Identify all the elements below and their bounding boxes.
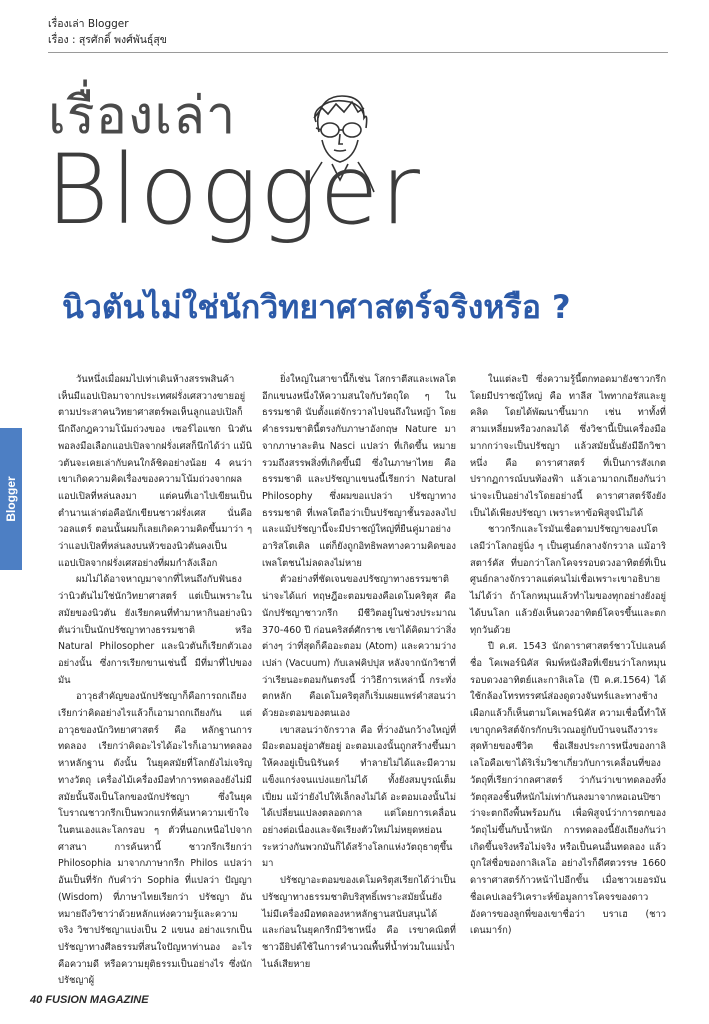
page-header: [48, 16, 668, 48]
paragraph: ในแต่ละปี ซึ่งความรู้นี้ตกทอดมายังชาวกรีก โดยมีปราชญ์ใหญ่ คือ ทาลีส ไพทากอรัสและยูคลิด โดยได้พัฒนาขึ้นมาก เช่น ทาทั้งที่สามเหลี่ยมหรือวงกลมได้ ซึ่งวิชานี้เป็นเครื่องมือมากกว่าจะเป็นปรัชญา แล้วสมัยนั้นยังมีอีกวิชาหนึ่ง คือ ดาราศาสตร์ ที่เป็นการสังเกตปรากฏการณ์บนท้องฟ้า แล้วเอามาถกเถียงกันว่าน่าจะเป็นอย่างไรโดยอย่างนี้ ดาราศาสตร์จึงยังเป็นได้เพียงปรัชญา เพราะหาข้อพิสูจน์ไม่ได้: [470, 374, 666, 519]
article-title-blogger: Blogger: [46, 134, 423, 246]
paragraph: ยิ่งใหญ่ในสาขานี้ก็เช่น โสกราตีสและเพลโต อีกแขนงหนึ่งให้ความสนใจกับวัตถุใด ๆ ในธรรมชาติ นับตั้งแต่จักรวาลไปจนถึงในหญ้า โดยคำธรรมชาตินี้ตรงกับภาษาอังกฤษ Nature มาจากภาษาละติน Nasci แปลว่า ที่เกิดขึ้น หมายรวมถึงสรรพสิ่งที่เกิดขึ้นมี ซึ่งในภาษาไทย คือ ธรรมชาติ และปรัชญาแขนงนี้เรียกว่า Natural Philosophy ซึ่งผมขอแปลว่า ปรัชญาทางธรรมชาติ ที่เพลโตถือว่าเป็นปรัชญาชั้นรองลงไป และแม้ปรัชญานี้จะมีปราชญ์ใหญ่ที่ยืนคู่มาอย่าง อาริสโตเติล แต่ก็ยังถูกอิทธิพลทางความคิดของเพลโตชนไม่ลดลงไม่หาย: [262, 374, 456, 569]
section-side-tab: [0, 428, 22, 570]
paragraph: เขาสอนว่าจักรวาล คือ ที่ว่างอันกว้างใหญ่ที่มีอะตอมอยู่อาศัยอยู่ อะตอมเองนั้นถูกสร้างขึ้นมาให้คงอยู่เป็นนิรันดร์ ทำลายไม่ได้และมีความแข็งแกร่งจนแบ่งแยกไม่ได้ ทั้งยังสมบูรณ์เต็มเปี่ยม แม้ว่ายังไปให้เล็กลงไม่ได้ อะตอมเองนั้นไม่ได้เปลี่ยนแปลงตลอดกาล แต่โดยการเคลื่อนอย่างต่อเนื่องและจัดเรียงตัวใหม่ไม่หยุดหย่อนระหว่างกันพวกมันก็ได้สร้างโลกแห่งวัตถุธาตุขึ้นมา: [262, 724, 456, 870]
paragraph: ชาวกรีกและโรมันเชื่อตามปรัชญาของปโตเลมีว่าโลกอยู่นิ่ง ๆ เป็นศูนย์กลางจักรวาล แม้อาริสตาร์คัส ที่บอกว่าโลกโคจรรอบดวงอาทิตย์ที่เป็นศูนย์กลางจักรวาลแต่คนไม่เชื่อเพราะเขาอธิบายไม่ได้ว่า ถ้าโลกหมุนแล้วทำไมของทุกอย่างยังอยู่ได้บนโลก แล้วยังเห็นดวงอาทิตย์โคจรขึ้นและตกทุกวันด้วย: [470, 524, 666, 636]
side-tab-label: Blogger: [4, 476, 18, 522]
paragraph: ปรัชญาอะตอมของเดโมคริตุสเรียกได้ว่าเป็นปรัชญาทางธรรมชาติบริสุทธิ์เพราะสมัยนั้นยังไม่มีเครื่องมือทดลองหาหลักฐานสนับสนุนได้ และก่อนในยุคกรีกมีวิชาหนึ่ง คือ เรขาคณิตที่ชาวอียิปต์ใช้ในการคำนวณพื้นที่น้ำท่วมในแม่น้ำไนล์เสียหาย: [262, 875, 456, 970]
paragraph: อาวุธสำคัญของนักปรัชญาก็คือการถกเถียง เรียกว่าคิดอย่างไรแล้วก็เอามาถกเถียงกัน แต่อาวุธของนักวิทยาศาสตร์ คือ หลักฐานการทดลอง เรียกว่าคิดอะไรได้อะไรก็เอามาทดลองหาหลักฐาน ดังนั้น ในยุคสมัยที่โลกยังไม่เจริญทางวัตถุ เครื่องไม้เครื่องมือทำการทดลองยังไม่มี สมัยนั้นจึงเป็นโลกของนักปรัชญา ซึ่งในยุคโบราณชาวกรีกเป็นพวกแรกที่ค้นหาความเข้าใจในตนเองและโลกรอบ ๆ ตัวที่นอกเหนือไปจากศาสนา การค้นหานี้ ชาวกรีกเรียกว่า Philosophia มาจากภาษากรีก Philos แปลว่า อันเป็นที่รัก กับคำว่า Sophia ที่แปลว่า ปัญญา (Wisdom) ที่ภาษาไทยเรียกว่า ปรัชญา อันหมายถึงวิชาว่าด้วยหลักแห่งความรู้และความจริง วิชาปรัชญาแบ่งเป็น 2 แขนง อย่างแรกเป็นปรัชญาทางศีลธรรมที่สนใจปัญหาท่านอง อะไรคือความดี หรือความยุติธรรมเป็นอย่างไร ซึ่งนักปรัชญาผู้: [58, 691, 252, 987]
paragraph: วันหนึ่งเมื่อผมไปเท่าเดินห้างสรรพสินค้า เห็นมีแอปเปิลมาจากประเทศฝรั่งเศสวางขายอยู่ ตามประสาคนวิทยาศาสตร์พอเห็นลูกแอปเปิลก็นึกถึงกฎความโน้มถ่วงของ เซอร์ไอแซก นิวตัน พอลงมือเลือกแอปเปิลจากฝรั่งเศสก็นึกได้ว่า แม้นิวตันจะเคยเล่ากับคนใกล้ชิดอย่างน้อย 4 คนว่า เขาเกิดความคิดเรื่องของความโน้มถ่วงจากผลแอปเปิลที่หล่นลงมา แต่คนที่เอาไปเขียนเป็นตำนานเล่าต่อคือนักเขียนชาวฝรั่งเศส นั่นคือ วอลแตร์ ตอนนั้นผมก็เลยเกิดความคิดขึ้นมาว่า ๆ ว่าแอปเปิลที่หล่นลงบนหัวของนิวตันคงเป็นแอปเปิลจากฝรั่งเศสอย่างที่ผมกำลังเลือก: [58, 374, 252, 569]
page-number: 40: [30, 994, 43, 1006]
page-footer: [30, 994, 149, 1006]
article-subtitle: นิวตันไม่ใช่นักวิทยาศาสตร์จริงหรือ ?: [62, 288, 571, 326]
magazine-name: FUSION MAGAZINE: [45, 994, 149, 1006]
paragraph: ผมไม่ได้อาจหาญมาจากที่ไหนถึงกับฟันธงว่านิวตันไม่ใช่นักวิทยาศาสตร์ แต่เป็นเพราะในสมัยของนิวตัน ยังเรียกคนที่ทำมาหากินอย่างนิวตันว่าเป็นนักปรัชญาทางธรรมชาติ หรือ Natural Philosopher และนิวตันก็เรียกตัวเองอย่างนั้น ซึ่งการเรียกขานเช่นนี้ มีที่มาที่ไปของมัน: [58, 574, 252, 686]
article-title-thai: เรื่องเล่า: [48, 86, 237, 146]
paragraph: ตัวอย่างที่ชัดเจนของปรัชญาทางธรรมชาติน่าจะได้แก่ ทฤษฎีอะตอมของคือเดโมคริตุส คือ นักปรัชญาชาวกรีก มีชีวิตอยู่ในช่วงประมาณ 370-460 ปี ก่อนคริสต์ศักราช เขาได้คิดมาว่าสิ่งต่างๆ ว่าที่สุดก็คืออะตอม (Atom) และความว่างเปล่า (Vacuum) กับเลฟคิปปุส หลังจากนักวิชาที่ว่าเรียนอะตอมกันตรงนี้ ว่าวิธีการเหล่านี้ กระทั่งตกหลัก คือเดโมคริตุสก็เริ่มเผยแพร่คำสอนว่าด้วยอะตอมของตนเอง: [262, 574, 456, 720]
text-column-3: [470, 372, 666, 940]
section-label: เรื่องเล่า Blogger: [48, 18, 129, 30]
header-rule: [48, 52, 668, 53]
text-column-1: [58, 372, 252, 990]
byline: เรื่อง : สุรศักดิ์ พงศ์พันธุ์สุข: [48, 34, 167, 46]
text-column-2: [262, 372, 456, 973]
paragraph: ปี ค.ศ. 1543 นักดาราศาสตร์ชาวโปแลนด์ชื่อ โคเพอร์นิคัส พิมพ์หนังสือที่เขียนว่าโลกหมุนรอบดวงอาทิตย์และกาลิเลโอ (ปี ค.ศ.1564) ได้ใช้กล้องโทรทรรศน์ส่องดูดวงจันทร์และทางช้างเผือกแล้วก็เห็นตามโคเพอร์นิคัส ความเชื่อนี้ทำให้เขาถูกคริสต์จักรกักบริเวณอยู่กับบ้านจนถึงวาระสุดท้ายของชีวิต ชื่อเสียงประการหนึ่งของกาลิเลโอคือเขาได้ริเริ่มวิชาเกี่ยวกับการเคลื่อนที่ของวัตถุที่เรียกว่ากลศาสตร์ ว่ากันว่าเขาทดลองทิ้งวัตถุสองชิ้นที่หนักไม่เท่ากันลงมาจากหอเอนปิซาว่าจะตกถึงพื้นพร้อมกัน เพื่อพิสูจน์ว่าการตกของวัตถุไม่ขึ้นกับน้ำหนัก การทดลองนี้ยังเถียงกันว่าเกิดขึ้นจริงหรือไม่จริง หรือเป็นคนอื่นทดลอง แล้วถูกใส่ชื่อของกาลิเลโอ อย่างไรก็ดีศตวรรษ 1660 ดาราศาสตร์ก้าวหน้าไปอีกขั้น เมื่อชาวเยอรมันชื่อเคปเลอร์วิเคราะห์ข้อมูลการโคจรของดาวอังคารของลูกพี่ของเขาชื่อว่า บราเฮ (ชาวเดนมาร์ก): [470, 641, 666, 937]
